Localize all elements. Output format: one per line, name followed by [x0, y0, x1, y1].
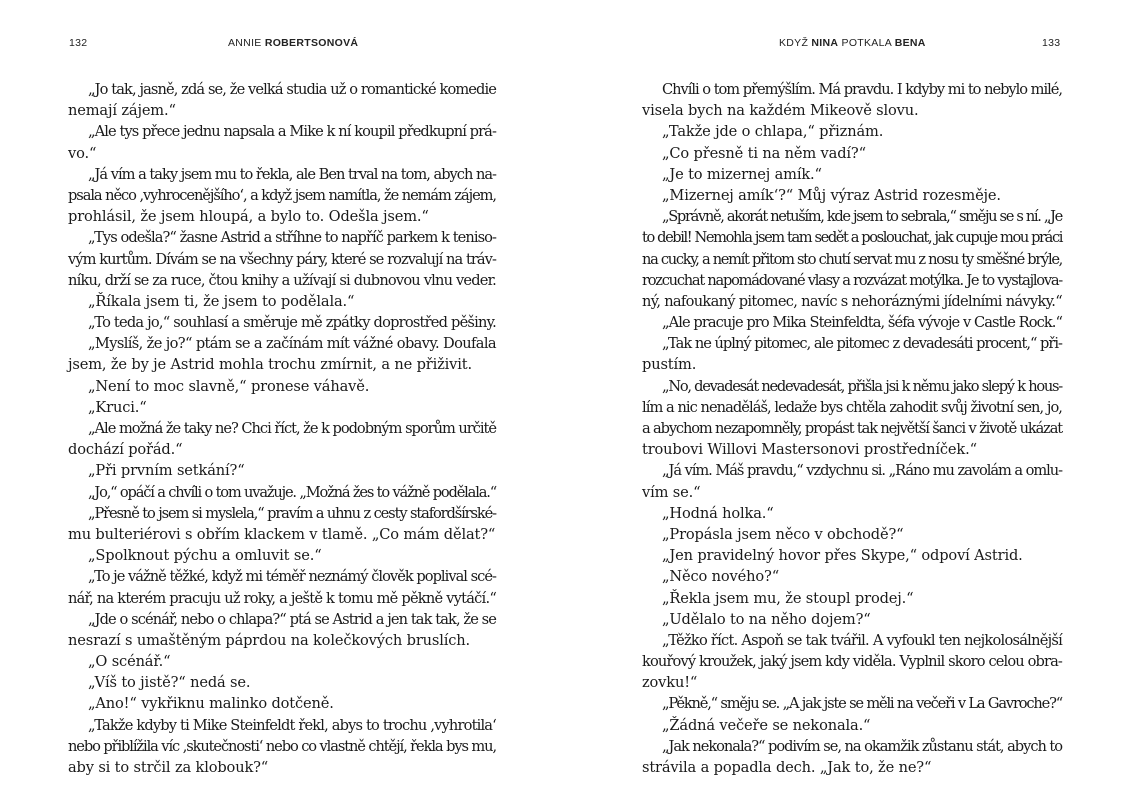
text-line: visela bych na každém Mikeově slovu.: [642, 102, 919, 120]
left-page: [0, 0, 565, 800]
text-line: „No, devadesát nedevadesát, přišla jsi k němu jako slepý k hous-: [662, 377, 1062, 395]
text-line: „To teda jo,“ souhlasí a směruje mě zpátky doprostřed pěšiny.: [88, 314, 496, 332]
text-line: prohlásil, že jsem hloupá, a bylo to. Odešla jsem.“: [68, 208, 429, 226]
text-line: „Jo,“ opáčí a chvíli o tom uvažuje. „Možná žes to vážně podělala.“: [88, 483, 496, 501]
title-part: KDYŽ: [779, 37, 812, 49]
title-part: POTKALA: [838, 37, 895, 49]
text-line: rozcuchat napomádované vlasy a rozvázat motýlka. Je to vystajlova-: [642, 271, 1062, 289]
text-line: „Hodná holka.“: [662, 504, 774, 522]
author-surname: ROBERTSONOVÁ: [264, 37, 359, 49]
text-line: „Ale možná že taky ne? Chci říct, že k podobným sporům určitě: [88, 420, 496, 437]
page-number: 132: [69, 37, 88, 49]
text-line: „Správně, akorát netuším, kde jsem to sebrala,“ směju se s ní. „Je: [662, 208, 1062, 226]
text-line: „Ale pracuje pro Mika Steinfeldta, šéfa vývoje v Castle Rock.“: [662, 314, 1062, 332]
text-line: jsem, že by je Astrid mohla trochu zmírnit, a ne přiživit.: [68, 356, 472, 374]
text-line: „Myslíš, že jo?“ ptám se a začínám mít vážné obavy. Doufala: [88, 335, 496, 353]
text-line: „To je vážně těžké, když mi téměř neznámý člověk poplival scé-: [88, 568, 496, 586]
text-line: „Takže jde o chlapa,“ přiznám.: [662, 123, 884, 141]
text-line: „Přesně to jsem si myslela,“ pravím a uhnu z cesty stafordšírské-: [88, 504, 496, 522]
text-line: dochází pořád.“: [68, 441, 183, 459]
text-line: zovku!“: [642, 674, 698, 692]
text-line: Chvíli o tom přemýšlím. Má pravdu. I kdyby mi to nebylo milé,: [662, 81, 1062, 98]
text-line: vým kurtům. Dívám se na všechny páry, které se rozvalují na tráv-: [68, 250, 496, 268]
text-line: „Pěkně,“ směju se. „A jak jste se měli na večeři v La Gavroche?“: [662, 695, 1062, 713]
text-line: vo.“: [68, 144, 97, 162]
text-line: „Mizernej amík‘?“ Můj výraz Astrid rozesměje.: [662, 186, 1001, 204]
text-line: „Já vím. Máš pravdu,“ vzdychnu si. „Ráno mu zavolám a omlu-: [662, 462, 1062, 480]
text-line: „Ano!“ vykřiknu malinko dotčeně.: [88, 695, 334, 713]
text-line: „Udělalo to na něho dojem?“: [662, 610, 871, 628]
text-line: nesrazí s umaštěným páprdou na kolečkových bruslích.: [68, 631, 471, 649]
text-line: „Něco nového?“: [662, 568, 780, 586]
page-number: 133: [1042, 37, 1061, 49]
text-line: „Těžko říct. Aspoň se tak tvářil. A vyfoukl ten nejkolosálnější: [662, 631, 1062, 649]
text-line: na cucky, a nemít přitom sto chutí servat mu z nosu ty směšné brýle,: [642, 250, 1062, 268]
text-line: „Řekla jsem mu, že stoupl prodej.“: [662, 589, 914, 607]
text-line: „Tak ne úplný pitomec, ale pitomec z devadesáti procent,“ při-: [662, 335, 1062, 353]
text-line: „Žádná večeře se nekonala.“: [662, 716, 871, 734]
text-line: ný, nafoukaný pitomec, navíc s nehoráznými jídelními návyky.“: [642, 292, 1062, 310]
body-text: [642, 79, 1062, 778]
text-line: pustím.: [642, 356, 697, 374]
text-line: „Ale tys přece jednu napsala a Mike k ní koupil předkupní prá-: [88, 123, 496, 141]
text-line: „Kruci.“: [88, 398, 147, 416]
text-line: „Já vím a taky jsem mu to řekla, ale Ben trval na tom, abych na-: [88, 165, 496, 183]
text-line: aby si to strčil za klobouk?“: [68, 759, 269, 776]
right-page: [566, 0, 1131, 800]
running-head-title: [779, 37, 926, 49]
text-line: nebo přiblížila víc ‚skutečnosti‘ nebo co vlastně chtějí, řekla bys mu,: [68, 737, 496, 755]
text-line: „Co přesně ti na něm vadí?“: [662, 144, 866, 162]
text-line: nář, na kterém pracuju už roky, a ještě k tomu mě pěkně vytáčí.“: [68, 589, 496, 607]
text-line: „Tys odešla?“ žasne Astrid a stříhne to napříč parkem k teniso-: [88, 229, 496, 247]
text-line: to debil! Nemohla jsem tam sedět a poslouchat, jak cupuje mou práci: [642, 229, 1062, 247]
text-line: „Takže kdyby ti Mike Steinfeldt řekl, abys to trochu ‚vyhrotila‘: [88, 716, 496, 734]
text-line: „Jen pravidelný hovor přes Skype,“ odpoví Astrid.: [662, 547, 1023, 565]
text-line: „Je to mizernej amík.“: [662, 165, 822, 183]
text-line: „Jo tak, jasně, zdá se, že velká studia už o romantické komedie: [88, 81, 496, 98]
text-line: strávila a popadla dech. „Jak to, že ne?“: [642, 759, 932, 776]
text-line: vím se.“: [642, 483, 701, 501]
body-text: [68, 79, 496, 778]
text-line: nemají zájem.“: [68, 102, 176, 120]
text-line: „Propásla jsem něco v obchodě?“: [662, 525, 904, 543]
text-line: „Víš to jistě?“ nedá se.: [88, 674, 251, 692]
text-line: „Spolknout pýchu a omluvit se.“: [88, 547, 322, 565]
text-line: troubovi Willovi Mastersonovi prostředníček.“: [642, 441, 977, 459]
title-name-bena: BENA: [894, 37, 926, 49]
author-first-name: ANNIE: [228, 37, 265, 49]
text-line: mu bulteriérovi s obřím klackem v tlamě. „Co mám dělat?“: [68, 525, 496, 543]
text-line: „O scénář.“: [88, 653, 171, 671]
text-line: kouřový kroužek, jaký jsem kdy viděla. Vyplnil skoro celou obra-: [642, 653, 1062, 671]
text-line: lím a nic nenaděláš, ledaže bys chtěla zahodit svůj životní sen, jo,: [642, 398, 1062, 416]
running-head-author: [228, 37, 358, 49]
text-line: „Není to moc slavně,“ pronese váhavě.: [88, 377, 370, 395]
text-line: a abychom nezapomněly, propást tak největší šanci v životě ukázat: [642, 420, 1062, 437]
text-line: „Při prvním setkání?“: [88, 462, 245, 480]
text-line: „Říkala jsem ti, že jsem to podělala.“: [88, 292, 355, 310]
text-line: „Jde o scénář, nebo o chlapa?“ ptá se Astrid a jen tak tak, že se: [88, 610, 496, 628]
title-name-nina: NINA: [811, 37, 839, 49]
text-line: psala něco ‚vyhrocenějšího‘, a když jsem namítla, že nemám zájem,: [68, 186, 496, 204]
text-line: níku, drží se za ruce, čtou knihy a užívají si dubnovou vlnu veder.: [68, 271, 496, 289]
text-line: „Jak nekonala?“ podivím se, na okamžik zůstanu stát, abych to: [662, 737, 1062, 755]
